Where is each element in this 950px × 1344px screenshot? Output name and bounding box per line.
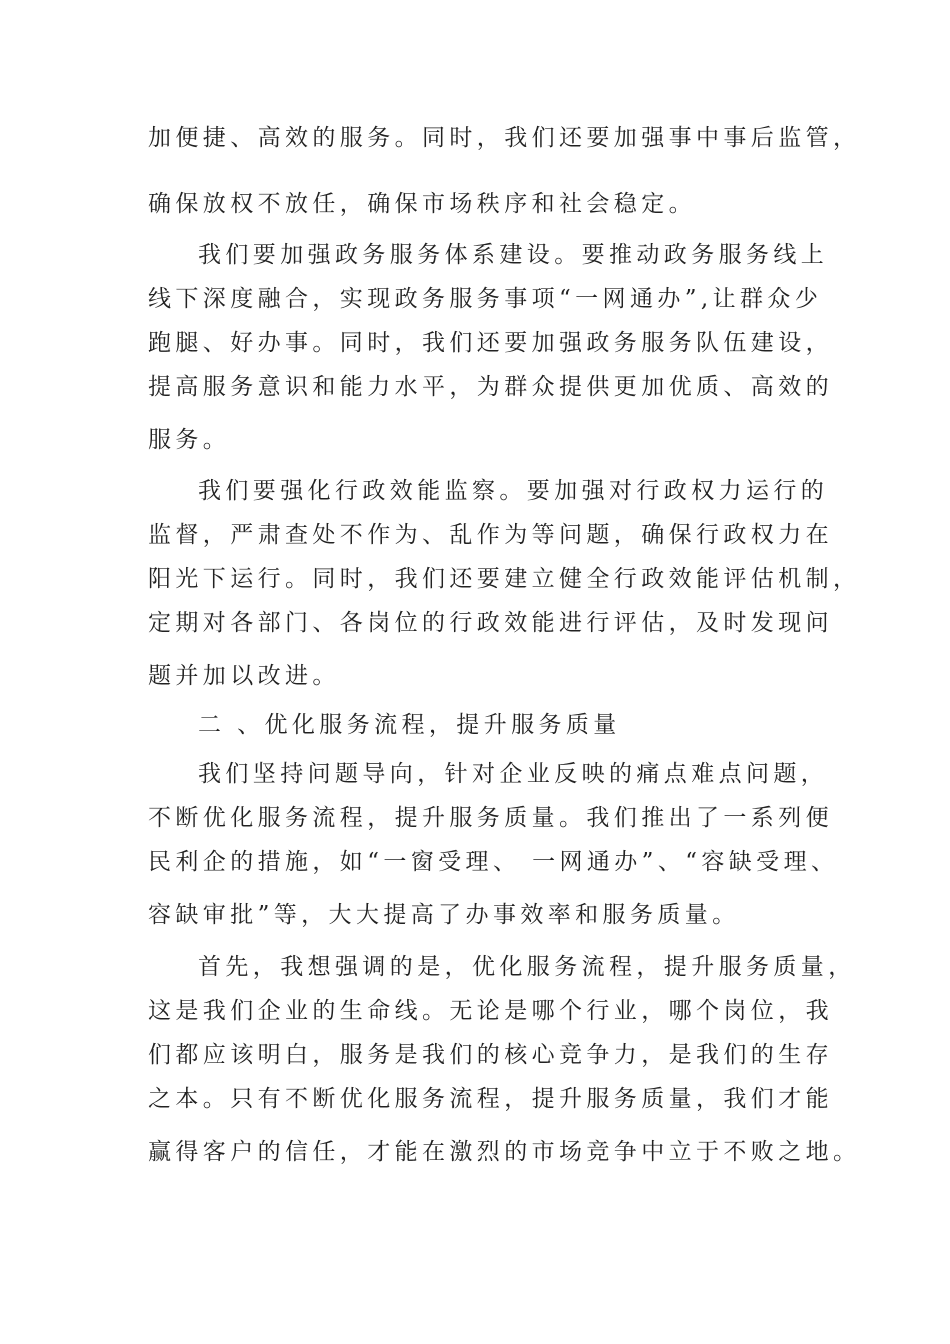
text-line: 线下深度融合，实现政务服务事项“一网通办”,让群众少	[148, 286, 823, 312]
paragraph-start-line: 我们要强化行政效能监察。要加强对行政权力运行的	[198, 478, 829, 504]
text-line: 题并加以改进。	[148, 663, 340, 689]
text-line: 服务。	[148, 427, 231, 453]
text-line: 确保放权不放任，确保市场秩序和社会稳定。	[148, 191, 696, 217]
text-line: 这是我们企业的生命线。无论是哪个行业，哪个岗位，我	[148, 998, 833, 1024]
text-line: 加便捷、高效的服务。同时，我们还要加强事中事后监管，	[148, 125, 861, 151]
paragraph-start-line: 我们坚持问题导向，针对企业反映的痛点难点问题，	[198, 761, 829, 787]
text-line: 之本。只有不断优化服务流程，提升服务质量，我们才能	[148, 1086, 833, 1112]
paragraph-start-line: 首先，我想强调的是，优化服务流程，提升服务质量，	[198, 954, 856, 980]
text-line: 们都应该明白，服务是我们的核心竞争力，是我们的生存	[148, 1042, 833, 1068]
paragraph-start-line: 我们要加强政务服务体系建设。要推动政务服务线上	[198, 242, 829, 268]
text-line: 阳光下运行。同时，我们还要建立健全行政效能评估机制，	[148, 566, 861, 592]
text-line: 不断优化服务流程，提升服务质量。我们推出了一系列便	[148, 805, 833, 831]
text-line: 定期对各部门、各岗位的行政效能进行评估，及时发现问	[148, 610, 833, 636]
text-line: 提高服务意识和能力水平，为群众提供更加优质、高效的	[148, 374, 833, 400]
text-line: 民利企的措施，如“一窗受理、 一网通办”、“容缺受理、	[148, 849, 839, 875]
text-line: 容缺审批”等，大大提高了办事效率和服务质量。	[148, 902, 740, 928]
text-line: 跑腿、好办事。同时，我们还要加强政务服务队伍建设，	[148, 330, 833, 356]
text-line: 赢得客户的信任，才能在激烈的市场竞争中立于不败之地。	[148, 1139, 861, 1165]
section-heading: 二 、优化服务流程，提升服务质量	[198, 712, 621, 738]
text-line: 监督，严肃查处不作为、乱作为等问题，确保行政权力在	[148, 522, 833, 548]
